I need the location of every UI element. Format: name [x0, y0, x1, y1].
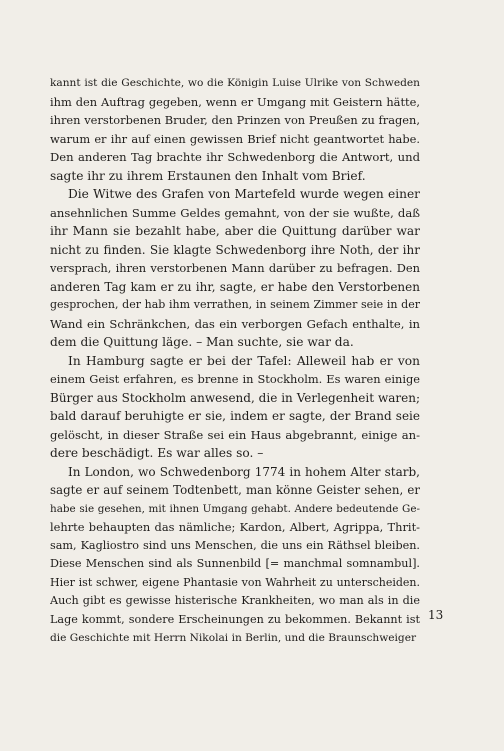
text-line: sagte er auf seinem Todtenbett, man könne Geister sehen, er	[50, 483, 420, 497]
text-line: einem Geist erfahren, es brenne in Stockholm. Es waren einige	[50, 372, 420, 386]
text-line: sagte ihr zu ihrem Erstaunen den Inhalt vom Brief.	[50, 168, 366, 183]
text-line: ihm den Auftrag gegeben, wenn er Umgang mit Geistern hätte,	[50, 94, 420, 109]
text-line: habe sie gesehen, mit ihnen Umgang gehabt. Andere bedeutende Ge-	[50, 502, 420, 515]
text-line: gelöscht, in dieser Straße sei ein Haus abgebrannt, einige an-	[50, 427, 420, 442]
text-line: ihren verstorbenen Bruder, den Prinzen von Preußen zu fragen,	[50, 113, 420, 127]
text-line: Lage kommt, sondere Erscheinungen zu bekommen. Bekannt ist	[50, 612, 420, 626]
paragraph	[50, 185, 420, 352]
text-line: versprach, ihren verstorbenen Mann darüber zu befragen. Den	[50, 261, 420, 275]
text-line: lehrte behaupten das nämliche; Kardon, Albert, Agrippa, Thrit-	[50, 520, 420, 534]
text-line: dere beschädigt. Es war alles so. –	[50, 446, 264, 460]
text-line: anderen Tag kam er zu ihr, sagte, er habe den Verstorbenen	[50, 279, 420, 294]
text-line: bald darauf beruhigte er sie, indem er sagte, der Brand seie	[50, 409, 420, 423]
text-line: Die Witwe des Grafen von Martefeld wurde wegen einer	[68, 187, 420, 201]
paragraph	[50, 74, 420, 185]
text-line: ihr Mann sie bezahlt habe, aber die Quittung darüber war	[50, 224, 420, 238]
text-line: nicht zu finden. Sie klagte Schwedenborg ihre Noth, der ihr	[50, 242, 420, 257]
body-text	[50, 74, 420, 648]
text-line: ansehnlichen Summe Geldes gemahnt, von der sie wußte, daß	[50, 205, 420, 220]
text-line: In London, wo Schwedenborg 1774 in hohem Alter starb,	[68, 464, 420, 479]
paragraph	[50, 463, 420, 648]
text-line: Bürger aus Stockholm anwesend, die in Verlegenheit waren;	[50, 390, 420, 405]
text-line: Hier ist schwer, eigene Phantasie von Wahrheit zu unterscheiden.	[50, 575, 420, 589]
text-line: Diese Menschen sind als Sunnenbild [= manchmal somnambul].	[50, 557, 420, 570]
text-line: gesprochen, der hab ihm verrathen, in seinem Zimmer seie in der	[50, 298, 420, 311]
text-line: kannt ist die Geschichte, wo die Königin Luise Ulrike von Schweden	[50, 77, 420, 89]
text-line: die Geschichte mit Herrn Nikolai in Berlin, und die Braunschweiger	[50, 632, 417, 644]
text-line: Auch gibt es gewisse histerische Krankheiten, wo man als in die	[50, 594, 420, 607]
text-line: warum er ihr auf einen gewissen Brief nicht geantwortet habe.	[50, 131, 420, 146]
text-line: Wand ein Schränkchen, das ein verborgen Gefach enthalte, in	[50, 316, 420, 331]
text-line: In Hamburg sagte er bei der Tafel: Alleweil hab er von	[68, 353, 420, 368]
paragraph	[50, 352, 420, 463]
text-line: Den anderen Tag brachte ihr Schwedenborg die Antwort, und	[50, 150, 420, 164]
text-line: dem die Quittung läge. – Man suchte, sie war da.	[50, 335, 354, 349]
page-number: 13	[428, 608, 444, 622]
text-line: sam, Kagliostro sind uns Menschen, die uns ein Räthsel bleiben.	[50, 538, 420, 552]
